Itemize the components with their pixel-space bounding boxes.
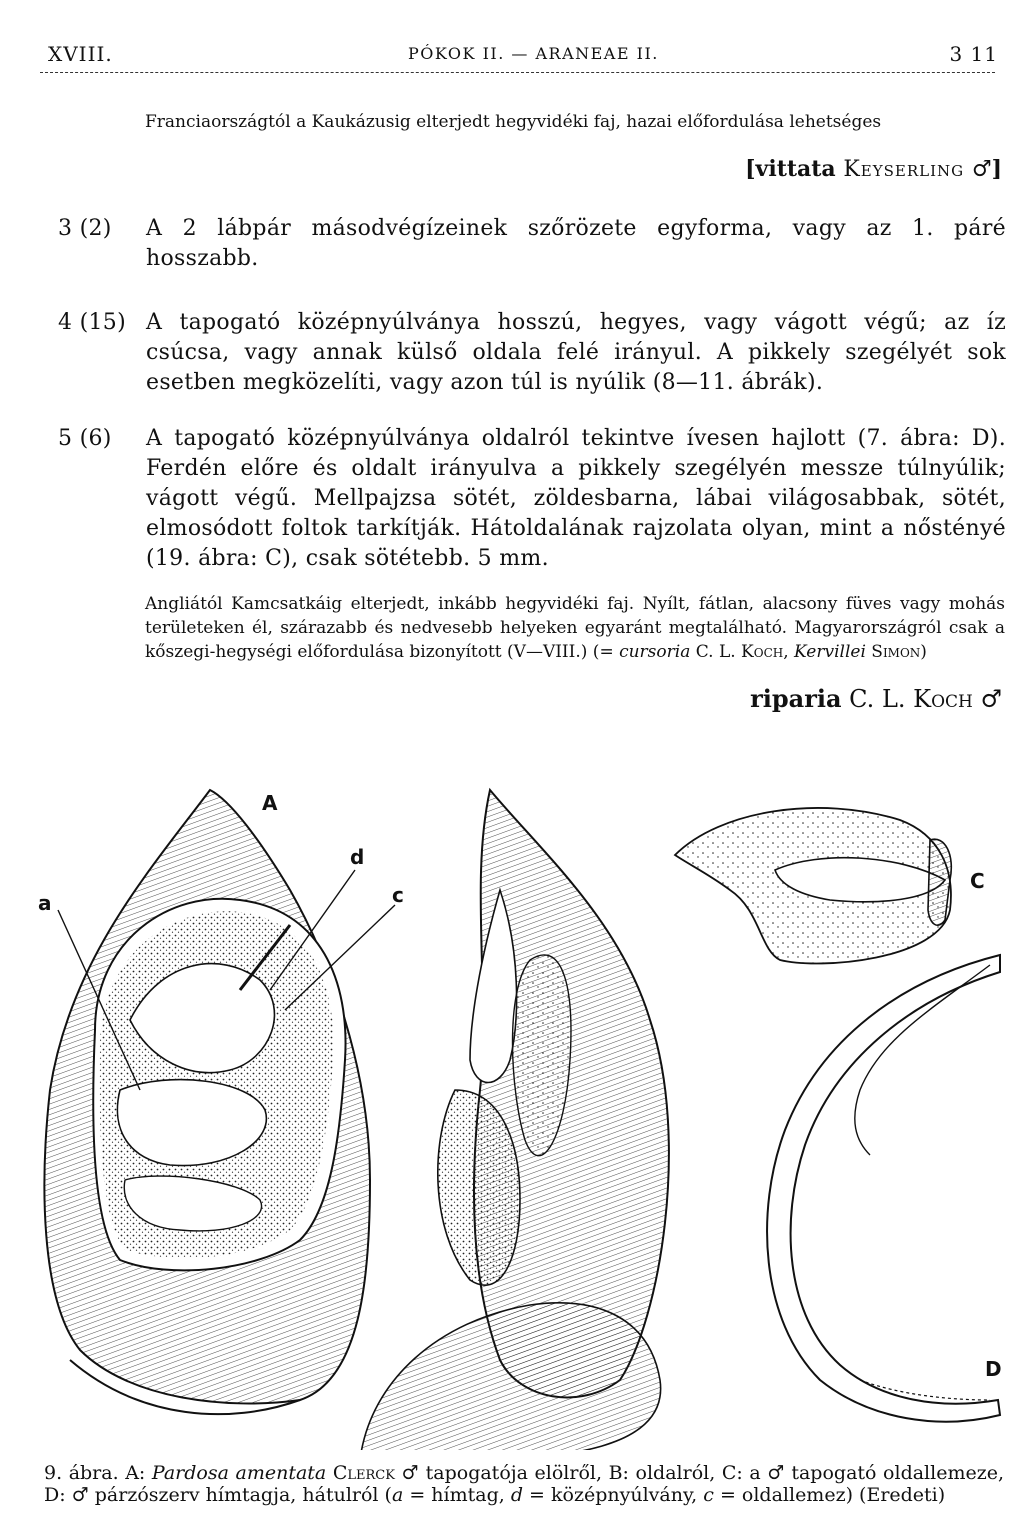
species-author: C. L. Koch [849, 685, 973, 713]
key-text: A tapogató középnyúlványa hosszú, hegyes, vagy vágott végű; az íz csúcsa, vagy annak külső oldala felé irányul. A pikkely szegélyét sok esetben megközelíti, vagy azon túl is nyúlik (8—11. ábrák). [146, 310, 1006, 395]
label-c-small: c [392, 883, 404, 907]
header-rule [40, 72, 995, 73]
key-text: A 2 lábpár másodvégízeinek szőrözete egyforma, vagy az 1. páré hosszabb. [146, 216, 1006, 271]
male-symbol: ♂ [980, 685, 1002, 713]
distribution-note-2: Angliától Kamcsatkáig elterjedt, inkább hegyvidéki faj. Nyílt, fátlan, alacsony füves vagy mohás területeken él, szárazabb és nedvesebb helyeken egyaránt megtalálható. Magyarországról csak a kőszegi-hegységi előfordulása bizonyított (V—VIII.) (= cursoria C. L. Koch, Kervillei Simon) [145, 594, 1005, 662]
species-author: Keyserling [843, 157, 965, 182]
species-epithet: vittata [755, 156, 836, 182]
running-header [48, 42, 998, 74]
figure-d-drawing [767, 955, 1000, 1422]
palp-illustration [0, 760, 1024, 1450]
figure-c-drawing [675, 808, 951, 964]
label-C: C [970, 869, 985, 893]
figure-caption: 9. ábra. A: Pardosa amentata Clerck ♂ tapogatója elölről, B: oldalról, C: a ♂ tapogató oldallemeze, D: ♂ párzószerv hímtagja, hátulról (a = hímtag, d = középnyúlvány, c = oldallemez) (Eredeti) [44, 1462, 1005, 1506]
label-A: A [262, 791, 278, 815]
distribution-note-1: Franciaországtól a Kaukázusig elterjedt hegyvidéki faj, hazai előfordulása lehetséges [145, 112, 882, 132]
label-a: a [38, 891, 52, 915]
header-title: PÓKOK II. — ARANEAE II. [408, 44, 659, 63]
page-number: 3 11 [949, 42, 998, 66]
figure-a-drawing [44, 790, 395, 1414]
key-number: 5 (6) [58, 426, 112, 451]
key-text: A tapogató középnyúlványa oldalról tekintve ívesen hajlott (7. ábra: D). Ferdén előre és oldalt irányulva a pikkely szegélyén messze túlnyúlik; vágott végű. Mellpajzsa sötét, zöldesbarna, lábai világosabbak, sötét, elmosódott foltok tarkítják. Hátoldalának rajzolata olyan, mint a nőstényé (19. ábra: C), csak sötétebb. 5 mm. [146, 426, 1006, 571]
key-number: 3 (2) [58, 216, 112, 241]
header-left: XVIII. [48, 42, 113, 66]
species-name-1: [vittata Keyserling ♂] [745, 156, 1002, 182]
species-epithet: riparia [750, 684, 842, 713]
key-number: 4 (15) [58, 310, 126, 335]
male-symbol: ♂ [971, 156, 992, 182]
species-name-2 [750, 684, 1002, 713]
label-d: d [350, 845, 365, 869]
figure-b-drawing [360, 790, 669, 1450]
label-D: D [985, 1357, 1002, 1381]
